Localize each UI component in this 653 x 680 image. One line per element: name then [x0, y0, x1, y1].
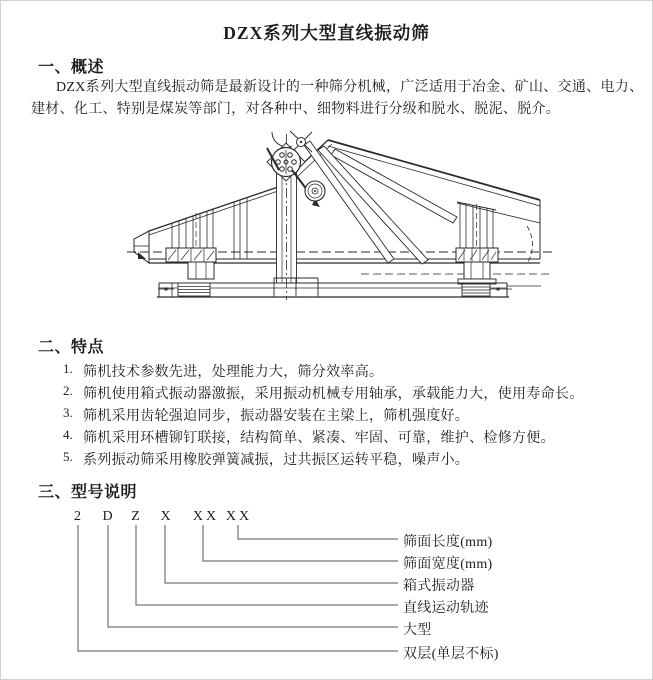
- model-label-screen-length: 筛面长度(mm): [403, 535, 493, 550]
- feature-number: 4.: [63, 427, 73, 442]
- figure-base-frame: [157, 283, 541, 297]
- model-code-part-1: 2: [74, 509, 84, 524]
- feature-number: 1.: [63, 361, 73, 376]
- model-label-double-deck: 双层(单层不标): [403, 647, 499, 662]
- figure-truss-beams: [304, 141, 457, 264]
- feature-text: 筛机技术参数先进，处理能力大，筛分效率高。: [83, 365, 384, 380]
- feature-text: 筛机采用环槽铆钉联接，结构简单、紧凑、牢固、可靠，维护、检修方便。: [83, 431, 555, 446]
- figure-right-spring-support: [456, 202, 498, 284]
- vibrating-screen-figure: [116, 129, 561, 307]
- figure-left-spring-support: [166, 209, 216, 279]
- model-code-part-3: Z: [131, 509, 143, 524]
- feature-number: 3.: [63, 405, 73, 420]
- section-heading-model: 三、型号说明: [38, 484, 138, 501]
- model-code-part-5: XX: [192, 509, 220, 524]
- feature-item-4: [1, 427, 653, 444]
- feature-item-1: [1, 361, 653, 378]
- feature-item-2: [1, 383, 653, 400]
- feature-text: 筛机采用齿轮强迫同步，振动器安装在主梁上，筛机强度好。: [83, 409, 470, 424]
- overview-paragraph-line2: 建材、化工、特别是煤炭等部门，对各种中、细物料进行分级和脱水、脱泥、脱介。: [31, 102, 561, 117]
- model-code-part-2: D: [102, 509, 116, 524]
- model-label-large-type: 大型: [403, 623, 432, 638]
- model-label-box-vibrator: 箱式振动器: [403, 579, 475, 594]
- overview-paragraph-line1: DZX系列大型直线振动筛是最新设计的一种筛分机械，广泛适用于冶金、矿山、交通、电力、: [56, 80, 644, 95]
- model-label-screen-width: 筛面宽度(mm): [403, 557, 493, 572]
- figure-column: [274, 134, 318, 300]
- page-title: DZX系列大型直线振动筛: [223, 23, 430, 43]
- model-label-linear-motion: 直线运动轨迹: [403, 601, 489, 616]
- feature-number: 5.: [63, 449, 73, 464]
- figure-centerlines: [127, 252, 554, 274]
- model-code-part-4: X: [160, 509, 174, 524]
- model-connector-lines: [61, 506, 421, 666]
- section-heading-features: 二、特点: [38, 339, 105, 356]
- figure-vibrator-exciter: [267, 131, 325, 207]
- feature-item-3: [1, 405, 653, 422]
- feature-item-5: [1, 449, 653, 466]
- feature-text: 筛机使用箱式振动器激振，采用振动机械专用轴承，承载能力大，使用寿命长。: [83, 387, 584, 402]
- feature-number: 2.: [63, 383, 73, 398]
- figure-screen-body: [134, 140, 540, 264]
- model-code-part-6: XX: [225, 509, 253, 524]
- section-heading-overview: 一、概述: [38, 59, 105, 76]
- feature-text: 系列振动筛采用橡胶弹簧减振，过共振区运转平稳，噪声小。: [83, 453, 470, 468]
